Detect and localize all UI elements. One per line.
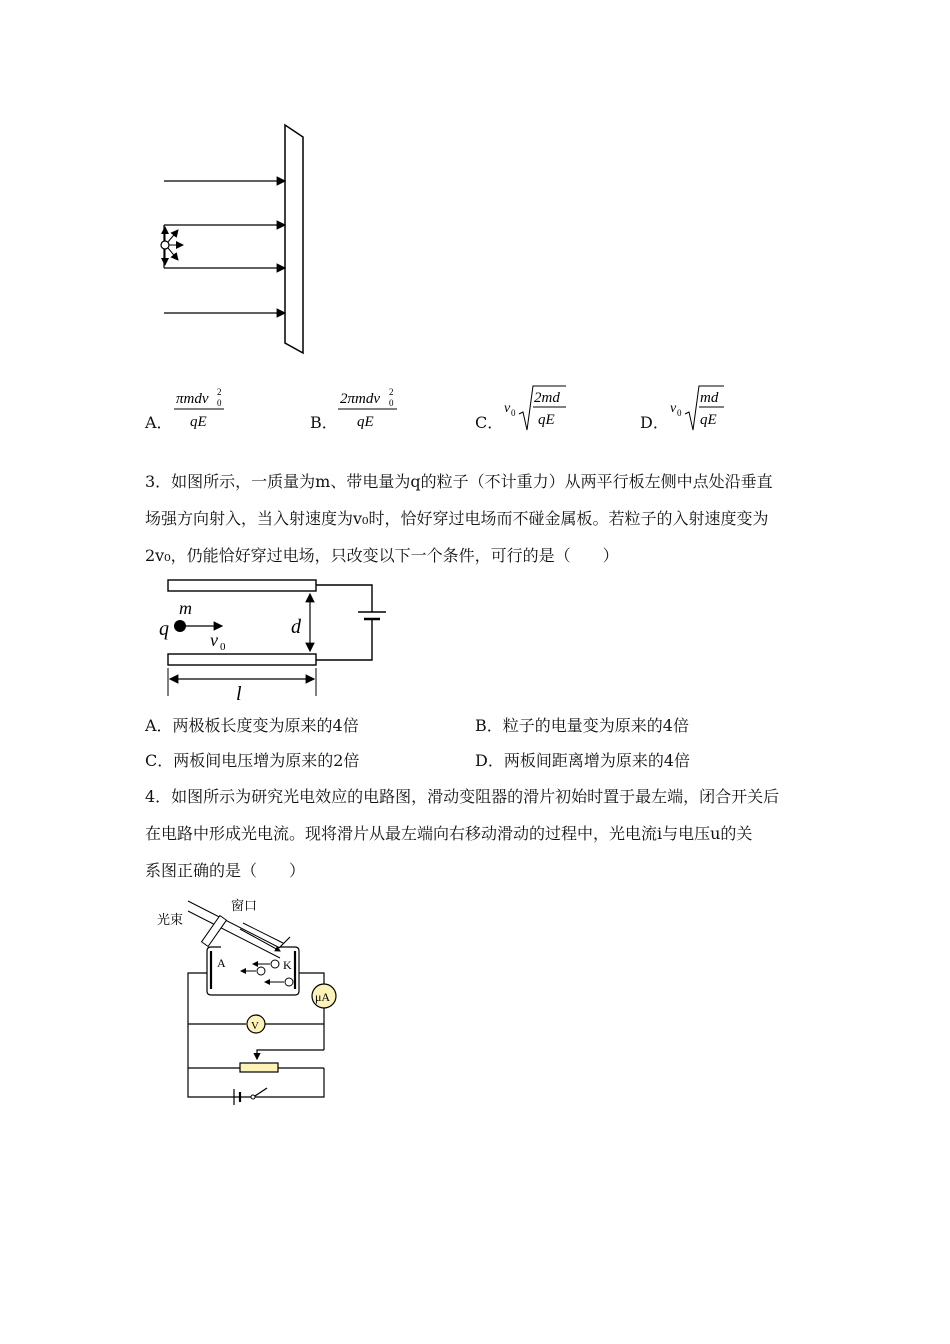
q3-option-b[interactable]: B．粒子的电量变为原来的4倍 bbox=[475, 716, 689, 735]
svg-text:V: V bbox=[251, 1020, 259, 1032]
svg-text:qE: qE bbox=[190, 414, 207, 430]
svg-text:0: 0 bbox=[217, 398, 222, 408]
q2-option-b[interactable]: B． bbox=[310, 413, 338, 432]
bottom-plate bbox=[168, 654, 316, 665]
svg-text:0: 0 bbox=[511, 408, 516, 418]
particle-source bbox=[161, 241, 169, 249]
svg-text:K: K bbox=[283, 958, 292, 972]
q4-line-3: 系图正确的是（ ） bbox=[145, 861, 306, 880]
svg-text:0: 0 bbox=[389, 398, 394, 408]
svg-text:md: md bbox=[700, 390, 719, 406]
svg-text:qE: qE bbox=[357, 414, 374, 430]
svg-text:qE: qE bbox=[700, 412, 717, 428]
q4-line-2: 在电路中形成光电流。现将滑片从最左端向右移动滑动的过程中，光电流i与电压u的关 bbox=[145, 824, 753, 843]
svg-text:2: 2 bbox=[389, 387, 394, 397]
q3-line-2: 场强方向射入，当入射速度为v₀时，恰好穿过电场而不碰金属板。若粒子的入射速度变为 bbox=[145, 509, 769, 528]
q3-option-a[interactable]: A．两极板长度变为原来的4倍 bbox=[145, 716, 359, 735]
q2-option-a[interactable]: A． bbox=[145, 413, 173, 432]
svg-text:v: v bbox=[210, 630, 218, 650]
rheostat bbox=[240, 1063, 278, 1072]
svg-text:2πmdv: 2πmdv bbox=[340, 391, 381, 407]
figure-photoelectric-circuit bbox=[155, 893, 355, 1113]
svg-text:0: 0 bbox=[677, 408, 682, 418]
q3-line-1: 3．如图所示，一质量为m、带电量为q的粒子（不计重力）从两平行板左侧中点处沿垂直 bbox=[145, 472, 773, 491]
svg-text:πmdv: πmdv bbox=[176, 391, 209, 407]
svg-text:v: v bbox=[504, 401, 511, 416]
q2-formula-b bbox=[335, 384, 415, 434]
figure-field-plate bbox=[150, 115, 320, 365]
svg-text:A: A bbox=[217, 956, 226, 970]
q2-option-d[interactable]: D． bbox=[640, 413, 669, 432]
svg-text:m: m bbox=[179, 598, 192, 618]
svg-text:q: q bbox=[159, 618, 169, 640]
q3-option-c[interactable]: C．两板间电压增为原来的2倍 bbox=[145, 751, 360, 770]
top-plate bbox=[168, 580, 316, 591]
q3-option-d[interactable]: D．两板间距离增为原来的4倍 bbox=[475, 751, 691, 770]
svg-text:窗口: 窗口 bbox=[231, 898, 258, 913]
svg-text:l: l bbox=[236, 683, 242, 705]
metal-plate bbox=[285, 125, 303, 353]
q3-line-3: 2v₀，仍能恰好穿过电场，只改变以下一个条件，可行的是（ ） bbox=[145, 546, 619, 565]
svg-text:0: 0 bbox=[220, 641, 226, 653]
q2-formula-c bbox=[500, 380, 575, 435]
q2-formula-a bbox=[170, 384, 240, 434]
q4-line-1: 4．如图所示为研究光电效应的电路图，滑动变阻器的滑片初始时置于最左端，闭合开关后 bbox=[145, 787, 780, 806]
svg-text:2md: 2md bbox=[534, 390, 560, 406]
particle bbox=[174, 620, 186, 632]
svg-text:μA: μA bbox=[315, 990, 331, 1004]
svg-text:v: v bbox=[670, 401, 677, 416]
q2-formula-d bbox=[666, 380, 736, 435]
svg-text:d: d bbox=[291, 616, 301, 638]
svg-text:qE: qE bbox=[538, 412, 555, 428]
q2-option-c[interactable]: C． bbox=[475, 413, 504, 432]
svg-text:2: 2 bbox=[217, 387, 222, 397]
svg-text:光束: 光束 bbox=[157, 912, 184, 927]
figure-parallel-plates bbox=[150, 572, 400, 707]
